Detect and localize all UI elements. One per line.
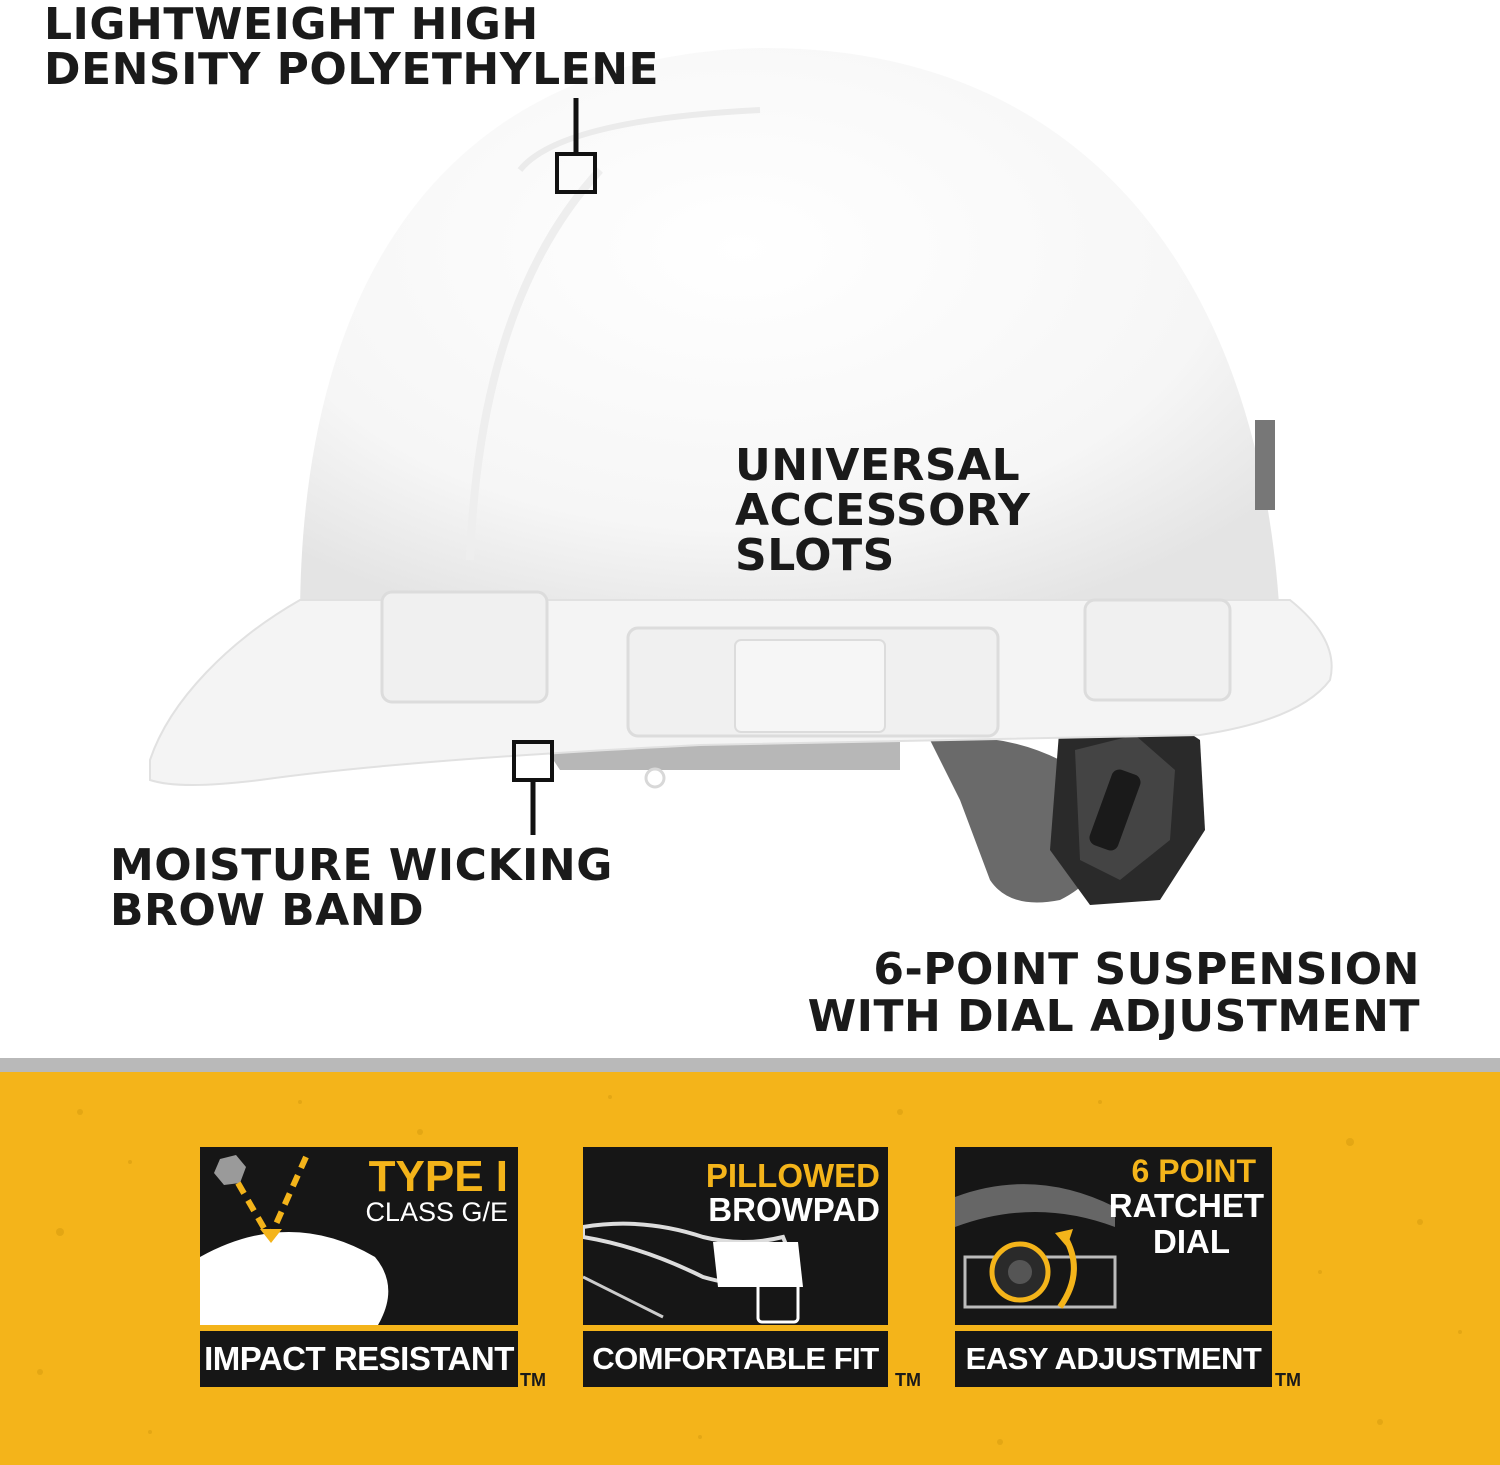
accessory-slot-center bbox=[628, 628, 998, 736]
accessory-slot-right bbox=[1085, 600, 1230, 700]
badge-subtitle: RATCHET bbox=[1108, 1187, 1264, 1224]
badge-impact-resistant bbox=[200, 1147, 518, 1387]
badge-subtitle: CLASS G/E bbox=[365, 1197, 508, 1227]
badge-subtitle-2: DIAL bbox=[1153, 1223, 1230, 1260]
badge-subtitle: BROWPAD bbox=[708, 1191, 880, 1228]
badge-title: TYPE I bbox=[368, 1152, 508, 1201]
feature-band bbox=[0, 1072, 1500, 1465]
trademark-mark: TM bbox=[1275, 1370, 1301, 1390]
badge-footer: EASY ADJUSTMENT bbox=[965, 1341, 1262, 1376]
badge-comfortable-fit bbox=[583, 1147, 888, 1387]
callout-brow-band: MOISTURE WICKING BROW BAND bbox=[110, 840, 613, 936]
callout-suspension: 6-POINT SUSPENSION WITH DIAL ADJUSTMENT bbox=[807, 944, 1420, 1042]
badge-easy-adjustment bbox=[955, 1147, 1272, 1387]
divider bbox=[0, 1058, 1500, 1072]
helmet-shell bbox=[150, 48, 1332, 787]
callout-accessory-slots: UNIVERSAL ACCESSORY SLOTS bbox=[735, 440, 1031, 581]
trademark-mark: TM bbox=[895, 1370, 921, 1390]
badge-title: PILLOWED bbox=[705, 1157, 880, 1194]
badge-footer: IMPACT RESISTANT bbox=[204, 1340, 514, 1377]
accessory-slot-left bbox=[382, 592, 547, 702]
callout-polyethylene: LIGHTWEIGHT HIGH DENSITY POLYETHYLENE bbox=[44, 0, 660, 95]
badge-footer: COMFORTABLE FIT bbox=[592, 1341, 879, 1376]
trademark-mark: TM bbox=[520, 1370, 546, 1390]
suspension-harness bbox=[540, 738, 1111, 903]
badge-title: 6 POINT bbox=[1131, 1153, 1256, 1189]
